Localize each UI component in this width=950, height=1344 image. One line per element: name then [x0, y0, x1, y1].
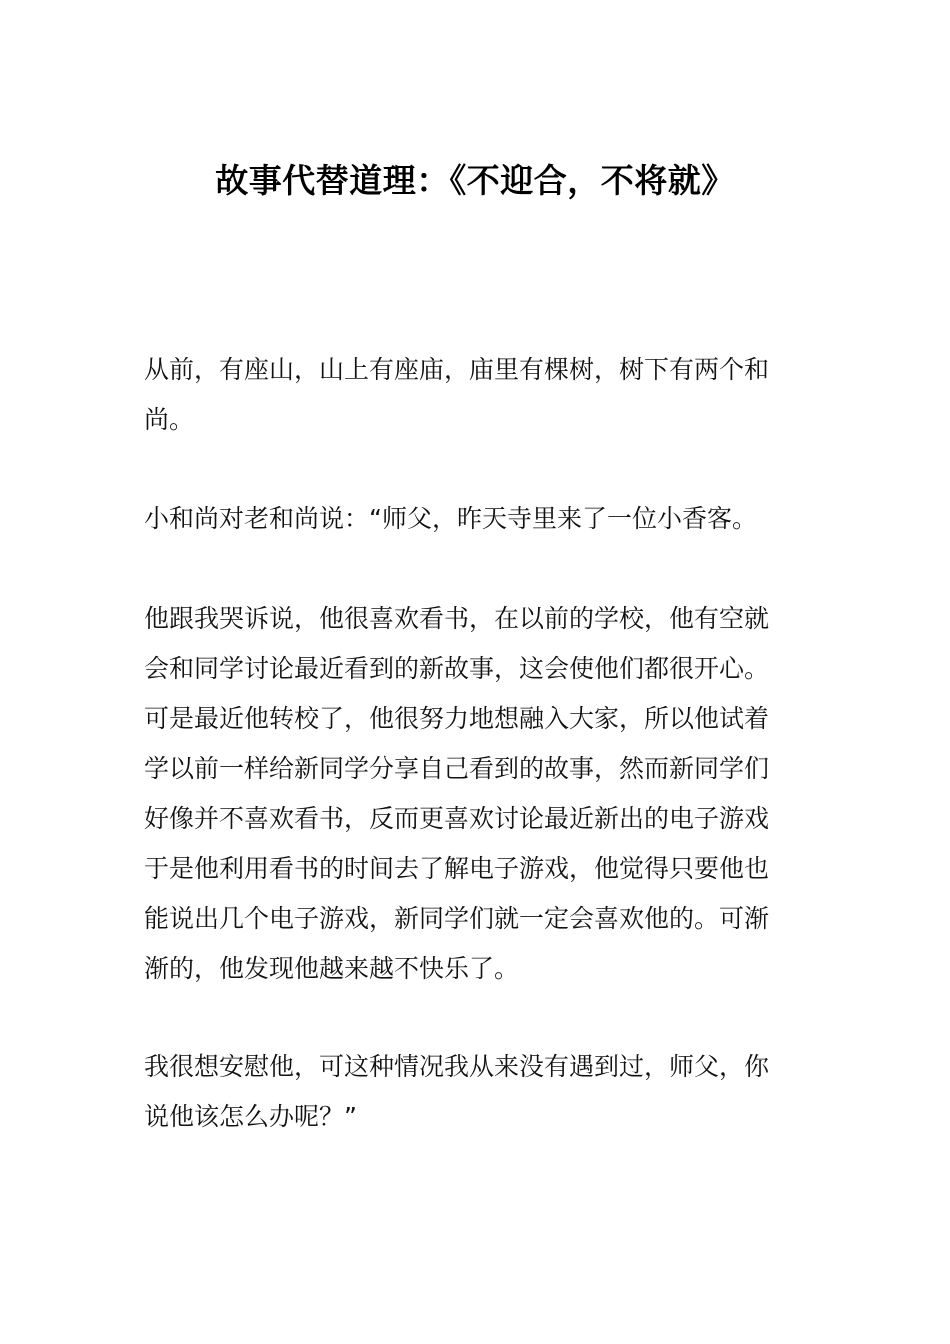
paragraph-line: 说他该怎么办呢？”	[144, 1102, 357, 1131]
paragraph-line: 他跟我哭诉说，他很喜欢看书，在以前的学校，他有空就	[144, 604, 770, 633]
paragraph-line: 尚。	[144, 405, 195, 434]
paragraph-line: 学以前一样给新同学分享自己看到的故事，然而新同学们	[144, 754, 770, 783]
paragraph-3	[144, 594, 810, 994]
paragraph-line: 我很想安慰他，可这种情况我从来没有遇到过，师父，你	[144, 1052, 770, 1081]
paragraph-4	[144, 1042, 810, 1142]
paragraph-line: 能说出几个电子游戏，新同学们就一定会喜欢他的。可渐	[144, 904, 770, 933]
paragraph-line: 可是最近他转校了，他很努力地想融入大家，所以他试着	[144, 704, 770, 733]
paragraph-line: 小和尚对老和尚说：“师父，昨天寺里来了一位小香客。	[144, 504, 757, 533]
paragraph-line: 从前，有座山，山上有座庙，庙里有棵树，树下有两个和	[144, 355, 770, 384]
paragraph-line: 好像并不喜欢看书，反而更喜欢讨论最近新出的电子游戏	[144, 804, 770, 833]
paragraph-2	[144, 494, 810, 544]
paragraph-1	[144, 345, 810, 445]
document-title: 故事代替道理：《不迎合，不将就》	[215, 161, 735, 200]
paragraph-line: 于是他利用看书的时间去了解电子游戏，他觉得只要他也	[144, 854, 770, 883]
paragraph-line: 渐的，他发现他越来越不快乐了。	[144, 954, 520, 983]
paragraph-line: 会和同学讨论最近看到的新故事，这会使他们都很开心。	[144, 654, 770, 683]
